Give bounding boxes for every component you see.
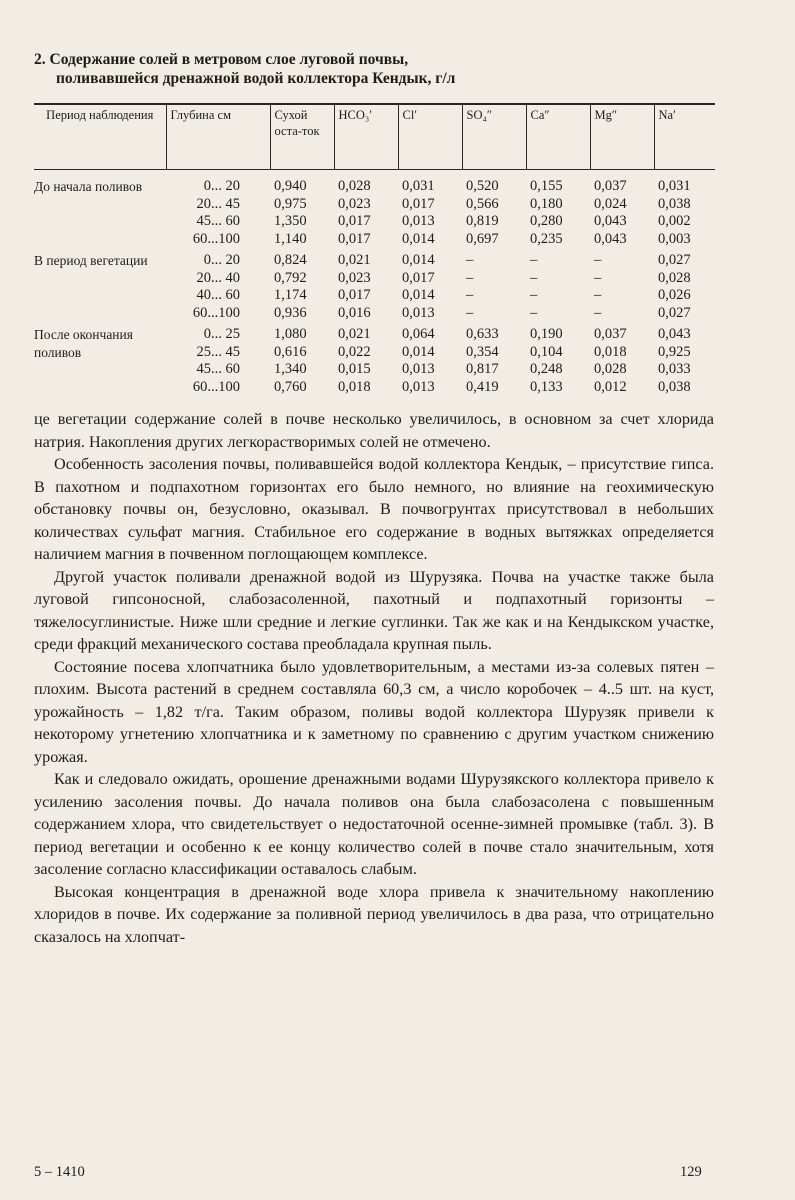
table-cell: 0,043 [658, 326, 691, 342]
col-header-ca: Ca″ [526, 104, 590, 170]
cell-period: После окончания поливов [34, 327, 133, 360]
table-cell: – [594, 304, 602, 321]
table-cell: 0,017 [402, 195, 435, 212]
table-cell: – [466, 287, 474, 303]
cell-depth: 20... 40 [196, 269, 240, 286]
table-cell: 1,174 [274, 287, 307, 303]
cell-depth: 45... 60 [196, 213, 240, 229]
cell-depth: 60...100 [192, 304, 240, 321]
table-cell: 0,566 [466, 195, 499, 212]
table-cell: 0,104 [530, 343, 563, 360]
table-cell: – [530, 287, 538, 303]
table-cell: 0,003 [658, 230, 691, 247]
caption-line-1: 2. Содержание солей в метровом слое луговой почвы, [34, 51, 409, 68]
table-cell: 0,520 [466, 178, 499, 194]
cell-depth: 40... 60 [196, 287, 240, 303]
table-cell: 0,180 [530, 195, 563, 212]
col-header-depth: Глубина см [166, 104, 270, 170]
col-header-dry-residue: Сухой оста-ток [270, 104, 334, 170]
table-cell: 0,133 [530, 378, 563, 395]
table-cell: 0,021 [338, 252, 371, 268]
table-cell: 0,013 [402, 213, 435, 229]
table-cell: 0,031 [658, 178, 691, 194]
table-caption [34, 50, 714, 88]
table-cell: 0,015 [338, 361, 371, 377]
table-cell: 0,038 [658, 378, 691, 395]
table-cell: 0,616 [274, 343, 307, 360]
table-cell: 0,027 [658, 252, 691, 268]
table-cell: 0,633 [466, 326, 499, 342]
table-cell: 0,017 [338, 213, 371, 229]
cell-depth: 0... 20 [203, 252, 240, 268]
page [34, 50, 714, 948]
table-cell: 0,155 [530, 178, 563, 194]
table-cell: 0,792 [274, 269, 307, 286]
cell-depth: 25... 45 [196, 343, 240, 360]
table-cell: 0,028 [338, 178, 371, 194]
table-cell: 0,013 [402, 361, 435, 377]
table-cell: 0,002 [658, 213, 691, 229]
cell-depth: 45... 60 [196, 361, 240, 377]
table-cell: 0,936 [274, 304, 307, 321]
table-cell: – [466, 269, 474, 286]
table-cell: 0,017 [338, 230, 371, 247]
table-row [34, 170, 715, 196]
table-cell: 0,027 [658, 304, 691, 321]
table-header-row [34, 104, 715, 170]
table-cell: 0,940 [274, 178, 307, 194]
table-cell: 1,080 [274, 326, 307, 342]
caption-line-2: поливавшейся дренажной водой коллектора Кендык, г/л [56, 70, 456, 87]
cell-depth: 60...100 [192, 378, 240, 395]
table-cell: 0,760 [274, 378, 307, 395]
table-cell: – [530, 269, 538, 286]
paragraph-2: Особенность засоления почвы, поливавшейся водой коллектора Кендык, – присутствие гипса. В пахотном и подпахотном горизонтах его было немного, но влияние на геохимическую обстановку почвы он, безусловно, оказывал. В почвогрунтах присутствовал в небольших количествах сульфат магния. Стабильное его содержание в водных вытяжках определяется наличием магния в почвенном поглощающем комплексе. [34, 455, 714, 563]
table-cell: 0,817 [466, 361, 499, 377]
paragraph-6: Высокая концентрация в дренажной воде хлора привела к значительному накоплению хлоридов в почве. Их содержание за поливной период увеличилось в два раза, что отрицательно сказалось на хлопчат- [34, 882, 714, 946]
cell-depth: 0... 25 [203, 326, 240, 342]
table-cell: 0,697 [466, 230, 499, 247]
paragraph-1: це вегетации содержание солей в почве несколько увеличилось, в основном за счет хлорида натрия. Накопления других легкорастворимых солей не отмечено. [34, 410, 714, 451]
table-cell: 0,925 [658, 343, 691, 360]
table-cell: – [594, 269, 602, 286]
table-cell: 0,017 [402, 269, 435, 286]
table-cell: 0,014 [402, 343, 435, 360]
table-cell: 0,028 [594, 361, 627, 377]
table-cell: 0,013 [402, 304, 435, 321]
table-cell: 0,023 [338, 195, 371, 212]
table-cell: 0,248 [530, 361, 563, 377]
table-cell: 1,140 [274, 230, 307, 247]
table-row [34, 322, 715, 344]
col-header-period: Период наблюдения [34, 104, 166, 170]
table-cell: 0,190 [530, 326, 563, 342]
cell-period: До начала поливов [34, 179, 143, 194]
table-cell: 0,014 [402, 230, 435, 247]
table-cell: 0,022 [338, 343, 371, 360]
table-cell: 0,037 [594, 178, 627, 194]
table-cell: 0,419 [466, 378, 499, 395]
cell-depth: 0... 20 [203, 178, 240, 194]
col-header-so4: SO₄″ [462, 104, 526, 170]
table-cell: 0,016 [338, 304, 371, 321]
table-cell: – [466, 304, 474, 321]
table-cell: 0,017 [338, 287, 371, 303]
table-cell: 0,021 [338, 326, 371, 342]
table-cell: 0,819 [466, 213, 499, 229]
table-cell: 0,031 [402, 178, 435, 194]
table-cell: 1,340 [274, 361, 307, 377]
col-header-na: Na′ [654, 104, 715, 170]
paragraph-5: Как и следовало ожидать, орошение дренажными водами Шурузякского коллектора привело к усилению засоления почвы. До начала поливов она была слабозасолена с повышенным содержанием хлора, что свидетельствует о недостаточной осенне-зимней промывке (табл. 3). В период вегетации и особенно к ее концу количество солей в почве стало значительным, хотя засоление согласно классификации оставалось слабым. [34, 770, 714, 878]
table-cell: 0,975 [274, 195, 307, 212]
table-cell: 0,012 [594, 378, 627, 395]
table-cell: 0,043 [594, 213, 627, 229]
table-cell: – [466, 252, 474, 268]
printer-signature: 5 – 1410 [34, 1164, 85, 1180]
col-header-mg: Mg″ [590, 104, 654, 170]
paragraph-4: Состояние посева хлопчатника было удовлетворительным, а местами из-за солевых пятен – плохим. Высота растений в среднем составляла 60,3 см, а число коробочек – 4..5 шт. на куст, урожайность – 1,82 т/га. Таким образом, поливы водой коллектора Шурузяк привели к некоторому угнетению хлопчатника и к заметному по сравнению с другим участком снижению урожая. [34, 657, 714, 766]
table-cell: 0,280 [530, 213, 563, 229]
cell-depth: 20... 45 [196, 195, 240, 212]
table-row [34, 248, 715, 270]
table-cell: 0,037 [594, 326, 627, 342]
table-cell: 0,018 [594, 343, 627, 360]
table-cell: 0,018 [338, 378, 371, 395]
body-text [34, 408, 714, 948]
col-header-hco3: HCO₃′ [334, 104, 398, 170]
table-cell: 0,354 [466, 343, 499, 360]
table-cell: 0,023 [338, 269, 371, 286]
page-number: 129 [680, 1164, 702, 1180]
table-cell: 0,033 [658, 361, 691, 377]
col-header-cl: Cl′ [398, 104, 462, 170]
table-cell: 0,043 [594, 230, 627, 247]
table-cell: 0,014 [402, 287, 435, 303]
table-cell: 0,028 [658, 269, 691, 286]
table-cell: 0,026 [658, 287, 691, 303]
table-cell: 0,014 [402, 252, 435, 268]
table-cell: 0,013 [402, 378, 435, 395]
table-cell: – [594, 287, 602, 303]
table-cell: – [530, 304, 538, 321]
table-cell: 0,024 [594, 195, 627, 212]
table-cell: 0,038 [658, 195, 691, 212]
salt-content-table [34, 103, 715, 396]
table-cell: – [594, 252, 602, 268]
paragraph-3: Другой участок поливали дренажной водой из Шурузяка. Почва на участке также была луговой гипсоносной, слабозасоленной, пахотный и подпахотный горизонты – тяжелосуглинистые. Ниже шли средние и легкие суглинки. Так же как и на Кендыкском участке, среди фракций механического состава преобладала крупная пыль. [34, 567, 714, 653]
table-cell: 0,824 [274, 252, 307, 268]
cell-period: В период вегетации [34, 253, 148, 268]
table-cell: 1,350 [274, 213, 307, 229]
cell-depth: 60...100 [192, 230, 240, 247]
table-cell: 0,235 [530, 230, 563, 247]
table-cell: 0,064 [402, 326, 435, 342]
table-body [34, 170, 715, 397]
table-cell: – [530, 252, 538, 268]
